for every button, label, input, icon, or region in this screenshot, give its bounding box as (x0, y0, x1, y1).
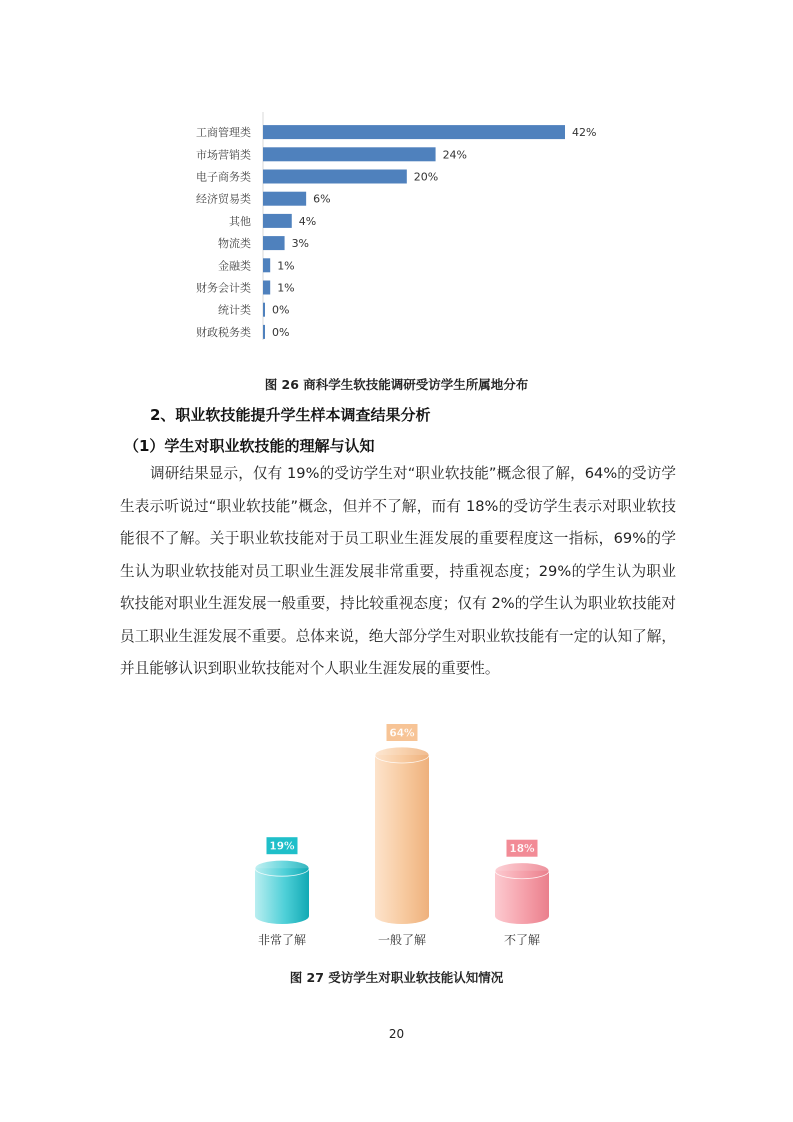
major-distribution-bar-chart (150, 112, 650, 344)
chart1-category-label: 经济贸易类 (196, 192, 251, 206)
chart2-value-label: 19% (269, 840, 295, 853)
chart1-bar (263, 258, 270, 272)
body-paragraph: 调研结果显示，仅有 19%的受访学生对“职业软技能”概念很了解，64%的受访学生表示听说过“职业软技能”概念，但并不了解，而有 18%的受访学生表示对职业软技能很不了解。关于职业软技能对于员工职业生涯发展的重要程度这一指标，69%的学生认为职业软技能对员工职业生涯发展非常重要，持重视态度；29%的学生认为职业软技能对职业生涯发展一般重要，持比较重视态度；仅有 2%的学生认为职业软技能对员工职业生涯发展不重要。总体来说，绝大部分学生对职业软技能有一定的认知了解，并且能够认识到职业软技能对个人职业生涯发展的重要性。 (120, 465, 676, 677)
chart1-category-label: 统计类 (218, 303, 251, 317)
chart1-category-label: 电子商务类 (196, 170, 251, 184)
subsection-heading: （1）学生对职业软技能的理解与认知 (124, 437, 375, 455)
section-heading: 2、职业软技能提升学生样本调查结果分析 (150, 406, 431, 424)
chart1-bar (263, 214, 292, 228)
chart1-value-label: 1% (277, 281, 295, 295)
chart1-bar (263, 125, 565, 139)
chart1-bar (263, 170, 407, 184)
chart1-value-label: 0% (272, 303, 290, 317)
chart2-cylinder-top (255, 860, 309, 876)
chart1-bar (263, 147, 436, 161)
chart1-bar (263, 236, 285, 250)
chart1-value-label: 24% (442, 148, 468, 162)
chart2-cylinder-top (375, 747, 429, 763)
chart2-cylinder-body (375, 755, 429, 924)
chart2-category-label: 不了解 (503, 933, 541, 947)
chart1-value-label: 42% (572, 126, 597, 140)
chart2-category-label: 非常了解 (257, 933, 307, 947)
chart1-category-label: 财政税务类 (196, 325, 251, 339)
chart2-cylinder-top (495, 863, 549, 879)
page-number: 20 (388, 1027, 405, 1041)
chart1-category-label: 金融类 (218, 259, 251, 273)
chart2-value-label: 18% (509, 843, 535, 856)
chart1-value-label: 4% (298, 214, 317, 228)
chart1-value-label: 3% (291, 237, 310, 251)
chart1-category-label: 其他 (229, 214, 251, 228)
chart1-value-label: 20% (413, 170, 439, 184)
chart2-category-label: 一般了解 (377, 933, 427, 947)
figure-27-caption: 图 27 受访学生对职业软技能认知情况 (289, 970, 504, 985)
chart1-value-label: 1% (277, 259, 295, 273)
chart1-bar (263, 325, 265, 339)
figure-26-caption: 图 26 商科学生软技能调研受访学生所属地分布 (264, 377, 529, 392)
awareness-cylinder-chart (220, 727, 580, 956)
chart1-value-label: 6% (313, 192, 331, 206)
chart1-category-label: 财务会计类 (196, 281, 251, 295)
chart1-value-label: 0% (272, 325, 290, 339)
chart1-category-label: 物流类 (218, 237, 251, 251)
chart2-value-label: 64% (389, 727, 415, 740)
chart1-bar (263, 303, 265, 317)
chart1-bar (263, 281, 270, 295)
chart1-category-label: 工商管理类 (196, 126, 251, 140)
chart1-bar (263, 192, 306, 206)
chart1-category-label: 市场营销类 (196, 148, 251, 162)
